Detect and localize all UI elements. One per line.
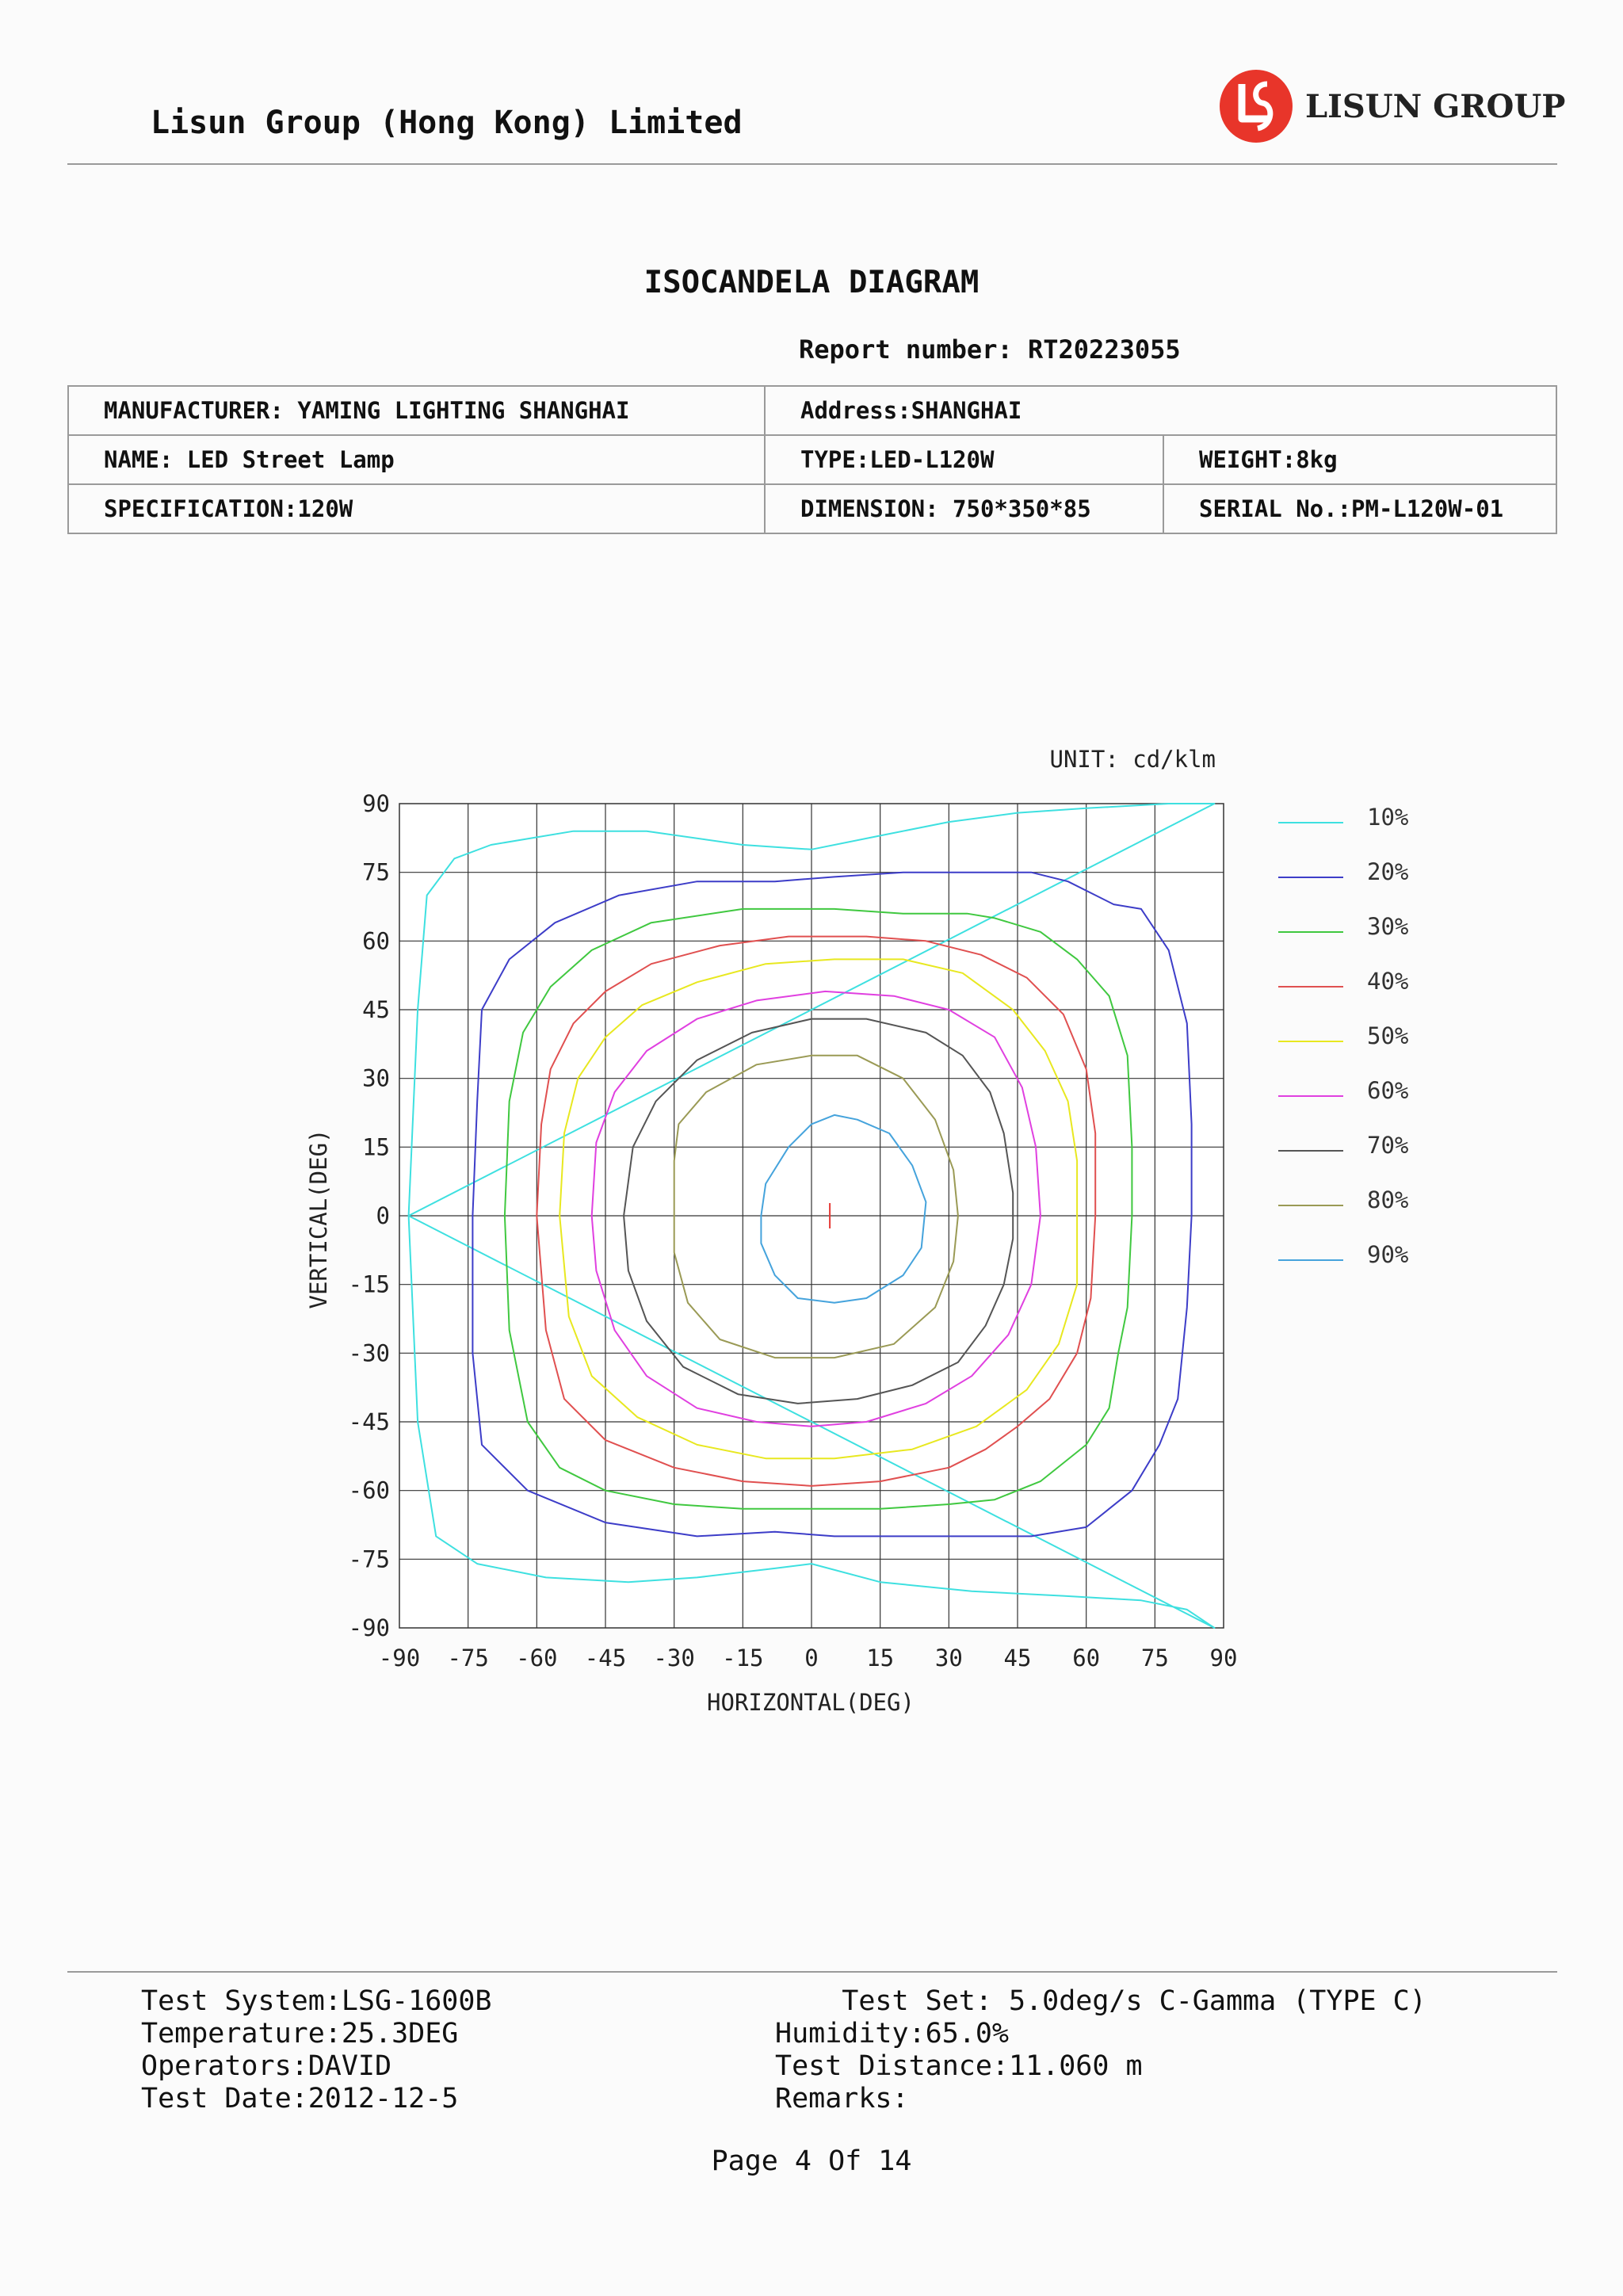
test-date: Test Date:2012-12-5: [141, 2083, 459, 2115]
remarks: Remarks:: [775, 2083, 909, 2115]
x-tick-label: 60: [1072, 1645, 1101, 1671]
legend-label: 60%: [1367, 1077, 1409, 1104]
operators: Operators:DAVID: [141, 2050, 392, 2082]
test-set: Test Set: 5.0deg/s C-Gamma (TYPE C): [775, 1985, 1426, 2017]
y-tick-label: -75: [348, 1545, 390, 1573]
y-axis-label: VERTICAL(DEG): [305, 1129, 332, 1309]
logo-text: LISUN GROUP: [1305, 88, 1566, 125]
legend-label: 40%: [1367, 968, 1409, 995]
x-tick-label: -15: [722, 1645, 764, 1671]
legend-label: 30%: [1367, 913, 1409, 940]
y-tick-label: 30: [362, 1064, 390, 1092]
x-tick-label: 90: [1209, 1645, 1238, 1671]
x-axis-label: HORIZONTAL(DEG): [707, 1689, 915, 1716]
legend-label: 80%: [1367, 1186, 1409, 1213]
address-cell: Address:SHANGHAI: [765, 386, 1556, 435]
x-tick-label: 75: [1140, 1645, 1169, 1671]
legend-label: 90%: [1367, 1241, 1409, 1268]
x-tick-label: -30: [653, 1645, 695, 1671]
footer-divider: [67, 1971, 1557, 1973]
chart-legend: [1278, 804, 1408, 1268]
name-cell: NAME: LED Street Lamp: [68, 435, 765, 484]
legend-label: 10%: [1367, 804, 1409, 831]
y-tick-label: 75: [362, 858, 390, 886]
x-tick-label: 15: [866, 1645, 895, 1671]
y-tick-label: 0: [376, 1202, 390, 1229]
y-tick-label: 15: [362, 1133, 390, 1161]
y-tick-label: -60: [348, 1477, 390, 1504]
legend-label: 50%: [1367, 1022, 1409, 1049]
legend-label: 20%: [1367, 858, 1409, 885]
y-tick-label: 60: [362, 927, 390, 955]
test-system: Test System:LSG-1600B: [141, 1985, 492, 2017]
type-cell: TYPE:LED-L120W: [765, 435, 1163, 484]
dimension-cell: DIMENSION: 750*350*85: [765, 484, 1163, 533]
weight-cell: WEIGHT:8kg: [1163, 435, 1556, 484]
y-tick-label: -15: [348, 1270, 390, 1298]
y-tick-label: -45: [348, 1408, 390, 1435]
company-name: Lisun Group (Hong Kong) Limited: [151, 105, 743, 141]
y-tick-label: -30: [348, 1339, 390, 1367]
y-tick-label: -90: [348, 1614, 390, 1641]
x-tick-label: 45: [1003, 1645, 1032, 1671]
page-number: Page 4 Of 14: [711, 2145, 912, 2177]
temperature: Temperature:25.3DEG: [141, 2018, 459, 2050]
manufacturer-cell: MANUFACTURER: YAMING LIGHTING SHANGHAI: [68, 386, 765, 435]
chart-grid: [399, 804, 1224, 1628]
specification-cell: SPECIFICATION:120W: [68, 484, 765, 533]
footer-left-block: [141, 1985, 492, 2115]
footer-right-block: [775, 1985, 1426, 2115]
y-tick-label: 45: [362, 996, 390, 1023]
x-tick-label: 0: [804, 1645, 819, 1671]
test-distance: Test Distance:11.060 m: [775, 2050, 1143, 2082]
x-tick-label: 30: [934, 1645, 963, 1671]
report-number: Report number: RT20223055: [799, 334, 1181, 365]
humidity: Humidity:65.0%: [775, 2018, 1010, 2050]
legend-label: 70%: [1367, 1132, 1409, 1159]
x-tick-label: -75: [447, 1645, 489, 1671]
serial-cell: SERIAL No.:PM-L120W-01: [1163, 484, 1556, 533]
unit-label: UNIT: cd/klm: [1049, 746, 1216, 773]
x-tick-label: -45: [584, 1645, 627, 1671]
y-tick-label: 90: [362, 790, 390, 817]
document-title: ISOCANDELA DIAGRAM: [643, 265, 980, 300]
x-tick-label: -90: [378, 1645, 421, 1671]
x-tick-label: -60: [516, 1645, 558, 1671]
